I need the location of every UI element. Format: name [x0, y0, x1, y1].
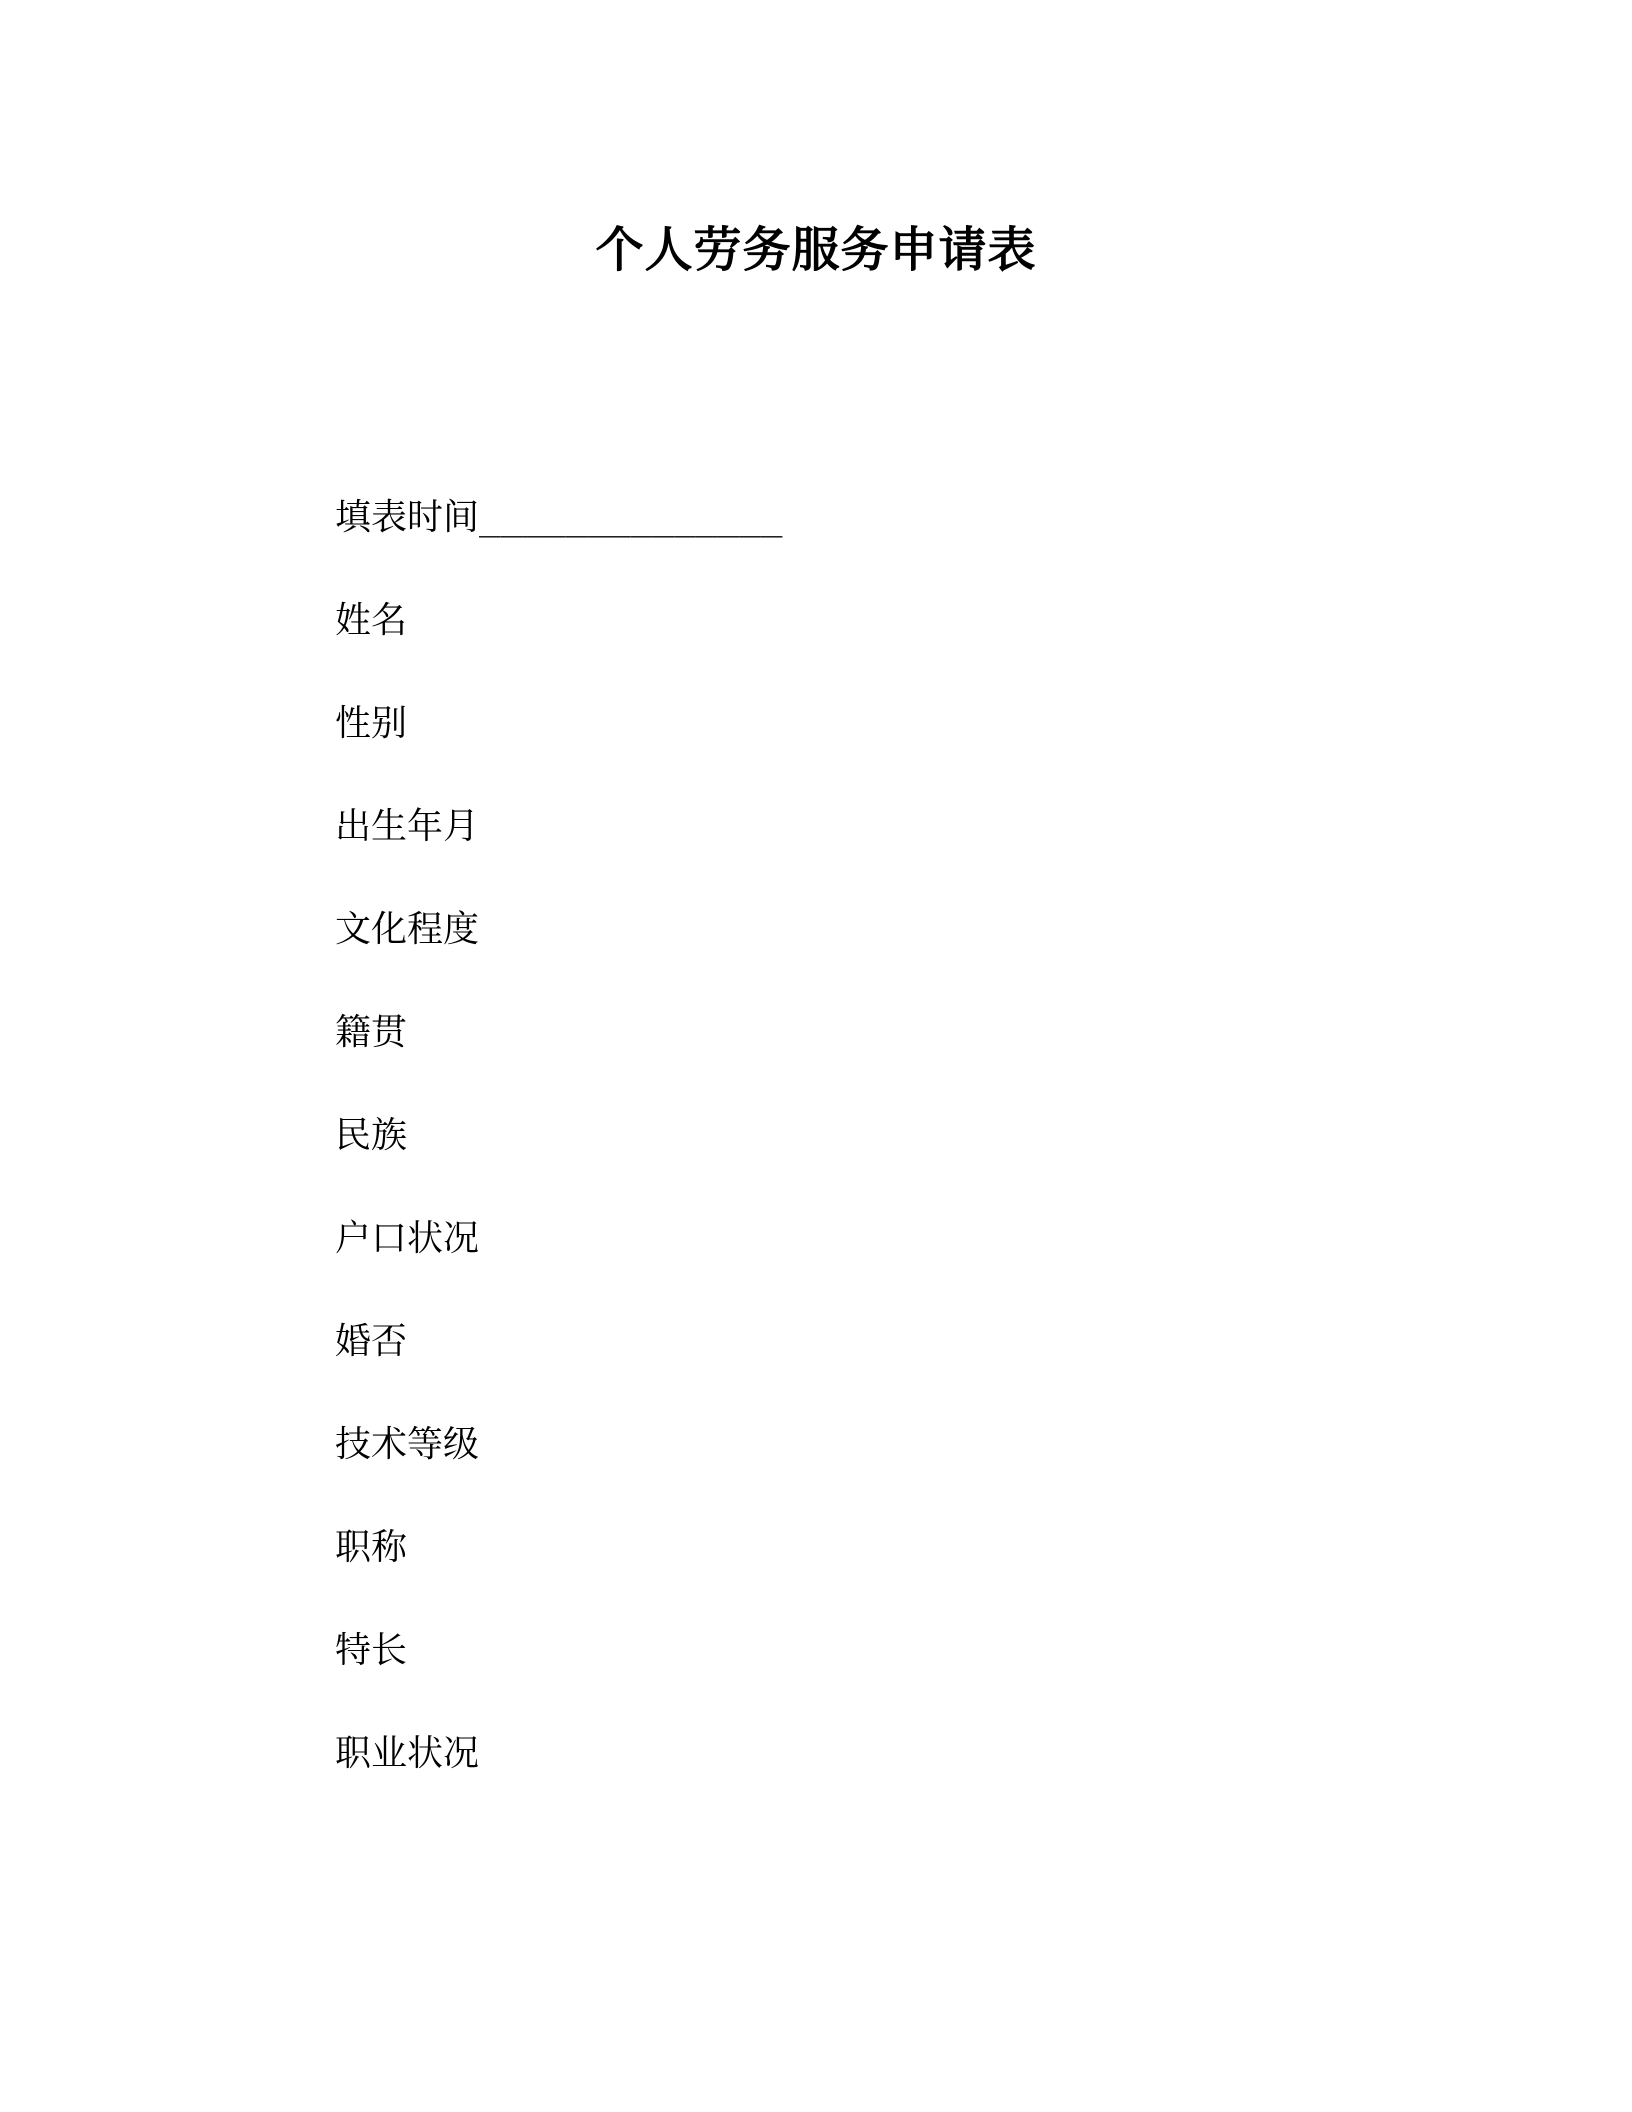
field-education: [335, 906, 479, 954]
field-label: 文化程度: [335, 909, 480, 950]
field-gender: [335, 700, 407, 748]
field-marital-status: [335, 1318, 407, 1366]
field-name: [335, 597, 407, 645]
document-title: 个人劳务服务申请表: [595, 222, 1037, 278]
field-label: 籍贯: [335, 1012, 408, 1053]
field-professional-title: [335, 1524, 407, 1572]
field-label: 出生年月: [335, 806, 480, 847]
field-employment-status: [335, 1730, 479, 1778]
field-household-status: [335, 1215, 479, 1263]
field-label: 户口状况: [335, 1218, 480, 1259]
field-label: 特长: [335, 1630, 408, 1671]
field-label: 填表时间: [335, 497, 480, 538]
field-specialty: [335, 1627, 407, 1675]
field-label: 技术等级: [335, 1424, 480, 1465]
field-label: 民族: [335, 1115, 408, 1156]
field-label: 姓名: [335, 600, 408, 641]
field-native-place: [335, 1009, 407, 1057]
field-label: 婚否: [335, 1321, 408, 1362]
field-label: 职业状况: [335, 1733, 480, 1774]
field-fill-date: [335, 494, 782, 542]
fill-date-blank[interactable]: ______________: [479, 497, 783, 538]
field-ethnicity: [335, 1112, 407, 1160]
field-label: 职称: [335, 1527, 408, 1568]
field-birth-date: [335, 803, 479, 851]
field-technical-level: [335, 1421, 479, 1469]
field-label: 性别: [335, 703, 408, 744]
